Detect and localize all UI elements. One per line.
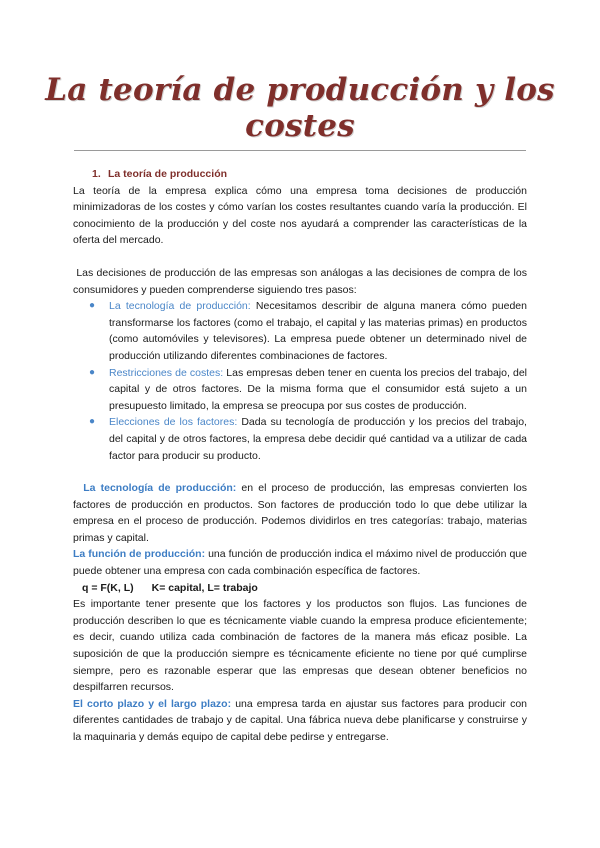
decisions-paragraph — [73, 265, 527, 298]
document-body — [73, 166, 527, 746]
technology-term: La tecnología de producción: — [83, 482, 237, 495]
list-item — [73, 298, 527, 364]
spacer — [73, 249, 527, 265]
list-item — [73, 365, 527, 415]
steps-list — [73, 298, 527, 464]
bullet-text: Dada su tecnología de producción y los precios del trabajo, del capital y de otros factores, la empresa debe decidir qué cantidad va a utilizar de cada factor para producir su producto. — [109, 416, 527, 462]
section-number: 1. — [92, 168, 101, 180]
function-text: una función de producción indica el máximo nivel de producción que puede obtener una empresa con cada combinación específica de factores. — [73, 548, 527, 578]
formula-definitions: K= capital, L= trabajo — [151, 581, 258, 594]
technology-paragraph — [73, 480, 527, 546]
decisions-text: Las decisiones de producción de las empresas son análogas a las decisiones de compra de los consumidores y pueden comprenderse siguiendo tres pasos: — [73, 266, 527, 296]
short-long-paragraph — [73, 696, 527, 746]
flows-paragraph: Es importante tener presente que los factores y los productos son flujos. Las funciones de producción describen lo que es técnicamente viable cuando la empresa produce eficientemente; es decir, cuando utiliza cada combinación de factores de la manera más eficaz posible. La suposición de que la producción siempre es técnicamente eficiente no tiene por qué cumplirse siempre, pero es razonable esperar que las empresas que desean obtener beneficios no despilfarren recursos. — [73, 598, 527, 694]
short-long-text: una empresa tarda en ajustar sus factores para producir con diferentes cantidades de trabajo y de capital. Una fábrica nueva debe planificarse y construirse y la maquinaria y demás equipo de capital debe pedirse y entregarse. — [73, 697, 528, 743]
bullet-term: La tecnología de producción: — [109, 300, 251, 313]
list-item — [73, 414, 527, 464]
title-divider — [74, 150, 526, 151]
bullet-term: Elecciones de los factores: — [109, 416, 238, 429]
function-paragraph — [73, 546, 527, 579]
bullet-icon: ● — [89, 366, 96, 378]
production-formula — [73, 580, 527, 597]
section-heading — [73, 166, 527, 183]
spacer — [73, 464, 527, 480]
formula-equation: q = F(K, L) — [82, 581, 134, 594]
technology-text: en el proceso de producción, las empresas convierten los factores de producción en productos. Son factores de producción todo lo que debe utilizar la empresa en el proceso de producción. Podemos dividirlos en tres categorías: trabajo, materias primas y capital. — [73, 482, 527, 544]
function-term: La función de producción: — [73, 548, 206, 561]
section-heading-text: La teoría de producción — [108, 168, 228, 180]
page-title: La teoría de producción y los costes — [45, 72, 555, 144]
intro-paragraph: La teoría de la empresa explica cómo una empresa toma decisiones de producción minimizadoras de los costes y cómo varían los costes resultantes cuando varía la producción. El conocimiento de la producción y del coste nos ayudará a comprender las características de la oferta del mercado. — [73, 184, 527, 247]
bullet-text: Las empresas deben tener en cuenta los precios del trabajo, del capital y de otros factores. De la misma forma que el consumidor está sujeto a un presupuesto limitado, la empresa se preocupa por sus costes de producción. — [109, 366, 527, 412]
short-long-term: El corto plazo y el largo plazo: — [73, 697, 232, 710]
bullet-icon: ● — [89, 416, 96, 428]
bullet-text: Necesitamos describir de alguna manera cómo pueden transformarse los factores (como el trabajo, el capital y las materias primas) en productos (como automóviles y televisores). La empresa puede obtener un determinado nivel de producción utilizando diferentes combinaciones de factores. — [109, 300, 527, 362]
bullet-term: Restricciones de costes: — [109, 366, 224, 379]
bullet-icon: ● — [89, 300, 96, 312]
